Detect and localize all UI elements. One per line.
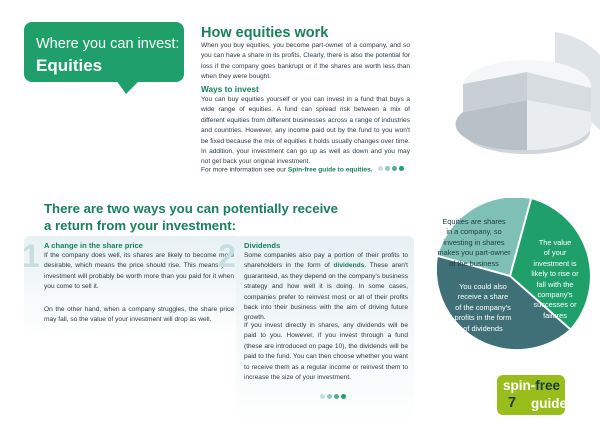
more-info-line — [201, 166, 406, 173]
ways-to-invest-text: You can buy equities yourself or you can invest in a fund that buys a wide range of equities. A fund can spread risk between a mix of different equities from different businesses across a range of industries and countries. However, any income paid out by the fund to you won't be fixed because the mix of equities it holds usually changes over time. In addition, your investment can go up as well as down and you may not get back your original investment. — [201, 96, 410, 166]
share-price-text-1: If the company does well, its shares are likely to become more desirable, which means the price should rise. This means your investment will probably be worth more than you paid for it when you come to sell it. — [44, 252, 234, 291]
dividends-text-2: If you invest directly in shares, any dividends will be paid to you. However, if you invest through a fund (these are introduced on page 10), the dividends will be paid to the fund. You can then choose whether you want to receive them as a regular income or reinvest them to increase the size of your investment. — [244, 322, 408, 382]
pie-label-ownership: Equities are shares in a company, so investing in shares makes you part-owner of the business — [437, 217, 511, 268]
badge-brand: spin-free — [503, 378, 561, 393]
dividends-dots — [320, 386, 348, 404]
dividends-text-1b: . These aren't guaranteed, as they depend on the company's business strategy and how well it is doing. In some cases, companies prefer to reinvest most or all of their profits back into their business with the aim of driving future growth. — [244, 262, 409, 322]
spin-free-equities-link[interactable]: Spin-free guide to equities. — [287, 166, 373, 174]
dot-icon — [392, 166, 397, 171]
title-callout — [24, 22, 184, 82]
two-ways-heading-line2: a return from your investment: — [44, 218, 236, 233]
share-price-heading: A change in the share price — [44, 241, 143, 250]
dot-icon — [385, 166, 390, 171]
how-equities-text: When you buy equities, you become part-owner of a company, and so you can have a share in its profits. Clearly, there is also the potential for loss if the company goes bankrupt or if the shares are worth less than when they were bought. — [201, 42, 410, 81]
badge-guide: guide — [531, 396, 567, 411]
dot-icon — [320, 394, 325, 399]
how-equities-heading: How equities work — [201, 25, 329, 41]
ways-to-invest-heading: Ways to invest — [201, 84, 259, 94]
page-number: 7 — [508, 395, 517, 411]
step-number-1: 1 — [22, 238, 40, 274]
step-number-2: 2 — [218, 238, 236, 274]
callout-title: Equities — [36, 56, 103, 75]
pie-label-dividends: You could also receive a share of the company's profits in the form of dividends — [454, 282, 512, 333]
pie-label-value: The value of your investment is likely to rise or fall with the company's successes or failures — [531, 238, 579, 320]
callout-tail — [116, 80, 140, 94]
dot-icon — [334, 394, 339, 399]
two-ways-heading — [44, 200, 338, 234]
pie-graphic-3d — [415, 20, 600, 178]
decorative-dots — [378, 166, 406, 173]
dividends-heading: Dividends — [244, 241, 281, 250]
spin-free-guide-badge — [497, 375, 565, 415]
dividends-link[interactable]: dividends — [333, 262, 365, 270]
dot-icon — [399, 166, 404, 171]
dot-icon — [378, 166, 383, 171]
dividends-text-1 — [244, 251, 408, 324]
dot-icon — [341, 394, 346, 399]
callout-subtitle: Where you can invest: — [36, 36, 180, 52]
dividends-text-1a: Some companies also pay a portion of their profits to shareholders in the form of — [244, 252, 408, 270]
more-info-text: For more information see our — [201, 166, 288, 174]
share-price-text-2: On the other hand, when a company struggles, the share price may fall, so the value of your investment will drop as well. — [44, 306, 234, 324]
two-ways-heading-line1: There are two ways you can potentially receive — [44, 201, 338, 216]
dot-icon — [327, 394, 332, 399]
